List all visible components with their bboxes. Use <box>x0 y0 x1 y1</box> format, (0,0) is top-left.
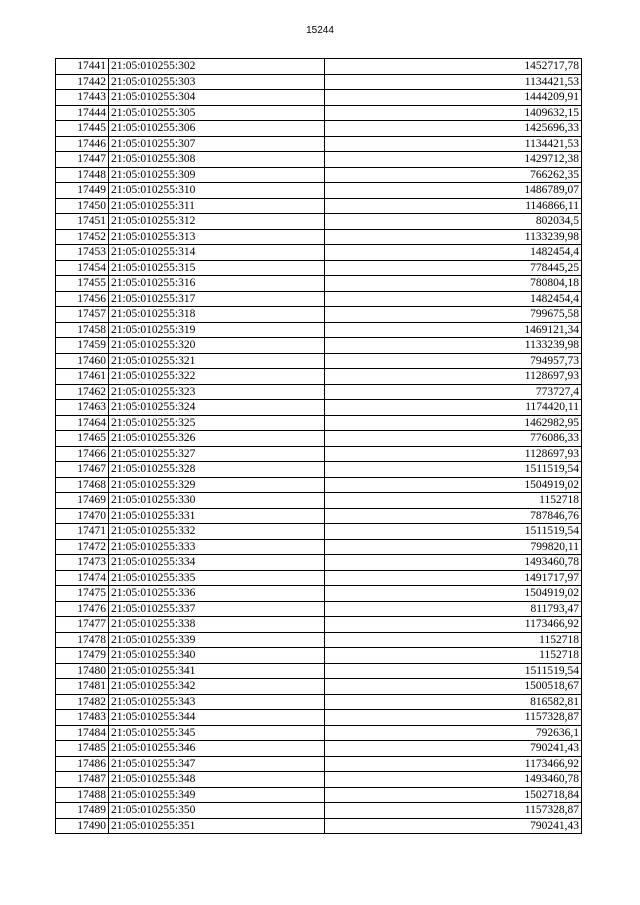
value-cell: 1146866,11 <box>325 198 582 214</box>
table-row <box>56 415 582 431</box>
table-row <box>56 679 582 695</box>
row-number-cell: 17463 <box>56 400 109 416</box>
value-cell: 1493460,78 <box>325 555 582 571</box>
value-cell: 1152718 <box>325 632 582 648</box>
cadastral-number-cell: 21:05:010255:326 <box>109 431 325 447</box>
cadastral-number-cell: 21:05:010255:327 <box>109 446 325 462</box>
value-cell: 778445,25 <box>325 260 582 276</box>
row-number-cell: 17464 <box>56 415 109 431</box>
value-cell: 1482454,4 <box>325 245 582 261</box>
cadastral-number-cell: 21:05:010255:331 <box>109 508 325 524</box>
table-row <box>56 570 582 586</box>
cadastral-number-cell: 21:05:010255:312 <box>109 214 325 230</box>
cadastral-number-cell: 21:05:010255:328 <box>109 462 325 478</box>
row-number-cell: 17456 <box>56 291 109 307</box>
value-cell: 799675,58 <box>325 307 582 323</box>
value-cell: 1134421,53 <box>325 74 582 90</box>
table-row <box>56 59 582 75</box>
value-cell: 1429712,38 <box>325 152 582 168</box>
cadastral-number-cell: 21:05:010255:322 <box>109 369 325 385</box>
row-number-cell: 17487 <box>56 772 109 788</box>
value-cell: 1511519,54 <box>325 663 582 679</box>
value-cell: 1174420,11 <box>325 400 582 416</box>
row-number-cell: 17446 <box>56 136 109 152</box>
table-row <box>56 462 582 478</box>
row-number-cell: 17486 <box>56 756 109 772</box>
value-cell: 1152718 <box>325 648 582 664</box>
value-cell: 1500518,67 <box>325 679 582 695</box>
cadastral-number-cell: 21:05:010255:344 <box>109 710 325 726</box>
table-row <box>56 508 582 524</box>
row-number-cell: 17443 <box>56 90 109 106</box>
table-row <box>56 400 582 416</box>
cadastral-number-cell: 21:05:010255:338 <box>109 617 325 633</box>
cadastral-number-cell: 21:05:010255:314 <box>109 245 325 261</box>
cadastral-number-cell: 21:05:010255:304 <box>109 90 325 106</box>
table-row <box>56 477 582 493</box>
cadastral-number-cell: 21:05:010255:320 <box>109 338 325 354</box>
cadastral-number-cell: 21:05:010255:349 <box>109 787 325 803</box>
cadastral-number-cell: 21:05:010255:303 <box>109 74 325 90</box>
cadastral-number-cell: 21:05:010255:330 <box>109 493 325 509</box>
cadastral-number-cell: 21:05:010255:325 <box>109 415 325 431</box>
value-cell: 1462982,95 <box>325 415 582 431</box>
row-number-cell: 17472 <box>56 539 109 555</box>
table-row <box>56 632 582 648</box>
cadastral-number-cell: 21:05:010255:346 <box>109 741 325 757</box>
row-number-cell: 17462 <box>56 384 109 400</box>
table-row <box>56 384 582 400</box>
row-number-cell: 17451 <box>56 214 109 230</box>
value-cell: 1444209,91 <box>325 90 582 106</box>
table-row <box>56 198 582 214</box>
value-cell: 1511519,54 <box>325 524 582 540</box>
cadastral-number-cell: 21:05:010255:308 <box>109 152 325 168</box>
table-row <box>56 617 582 633</box>
value-cell: 1409632,15 <box>325 105 582 121</box>
table-row <box>56 555 582 571</box>
value-cell: 1173466,92 <box>325 756 582 772</box>
cadastral-number-cell: 21:05:010255:345 <box>109 725 325 741</box>
table-row <box>56 663 582 679</box>
value-cell: 1452717,78 <box>325 59 582 75</box>
value-cell: 766262,35 <box>325 167 582 183</box>
cadastral-number-cell: 21:05:010255:323 <box>109 384 325 400</box>
table-row <box>56 121 582 137</box>
table-row <box>56 291 582 307</box>
value-cell: 1469121,34 <box>325 322 582 338</box>
table-row <box>56 136 582 152</box>
value-cell: 1504919,02 <box>325 586 582 602</box>
value-cell: 773727,4 <box>325 384 582 400</box>
table-row <box>56 353 582 369</box>
row-number-cell: 17453 <box>56 245 109 261</box>
cadastral-number-cell: 21:05:010255:334 <box>109 555 325 571</box>
data-table <box>55 58 582 834</box>
value-cell: 1152718 <box>325 493 582 509</box>
row-number-cell: 17476 <box>56 601 109 617</box>
value-cell: 1128697,93 <box>325 369 582 385</box>
value-cell: 1486789,07 <box>325 183 582 199</box>
table-row <box>56 229 582 245</box>
row-number-cell: 17452 <box>56 229 109 245</box>
cadastral-number-cell: 21:05:010255:310 <box>109 183 325 199</box>
table-row <box>56 586 582 602</box>
row-number-cell: 17473 <box>56 555 109 571</box>
cadastral-number-cell: 21:05:010255:336 <box>109 586 325 602</box>
table-row <box>56 648 582 664</box>
value-cell: 1502718,84 <box>325 787 582 803</box>
row-number-cell: 17478 <box>56 632 109 648</box>
cadastral-number-cell: 21:05:010255:350 <box>109 803 325 819</box>
row-number-cell: 17470 <box>56 508 109 524</box>
row-number-cell: 17448 <box>56 167 109 183</box>
table-row <box>56 183 582 199</box>
row-number-cell: 17474 <box>56 570 109 586</box>
cadastral-number-cell: 21:05:010255:347 <box>109 756 325 772</box>
cadastral-number-cell: 21:05:010255:305 <box>109 105 325 121</box>
table-row <box>56 322 582 338</box>
cadastral-number-cell: 21:05:010255:307 <box>109 136 325 152</box>
table-row <box>56 369 582 385</box>
cadastral-number-cell: 21:05:010255:342 <box>109 679 325 695</box>
cadastral-number-cell: 21:05:010255:337 <box>109 601 325 617</box>
table-row <box>56 152 582 168</box>
table-row <box>56 710 582 726</box>
table-row <box>56 214 582 230</box>
row-number-cell: 17489 <box>56 803 109 819</box>
cadastral-number-cell: 21:05:010255:332 <box>109 524 325 540</box>
value-cell: 1482454,4 <box>325 291 582 307</box>
cadastral-number-cell: 21:05:010255:343 <box>109 694 325 710</box>
cadastral-number-cell: 21:05:010255:318 <box>109 307 325 323</box>
row-number-cell: 17465 <box>56 431 109 447</box>
table-row <box>56 105 582 121</box>
cadastral-number-cell: 21:05:010255:329 <box>109 477 325 493</box>
value-cell: 1157328,87 <box>325 803 582 819</box>
value-cell: 1173466,92 <box>325 617 582 633</box>
row-number-cell: 17481 <box>56 679 109 695</box>
row-number-cell: 17444 <box>56 105 109 121</box>
table-row <box>56 725 582 741</box>
table-row <box>56 772 582 788</box>
value-cell: 1133239,98 <box>325 338 582 354</box>
row-number-cell: 17454 <box>56 260 109 276</box>
row-number-cell: 17467 <box>56 462 109 478</box>
table-row <box>56 756 582 772</box>
value-cell: 790241,43 <box>325 741 582 757</box>
row-number-cell: 17449 <box>56 183 109 199</box>
table-row <box>56 307 582 323</box>
table-row <box>56 803 582 819</box>
row-number-cell: 17450 <box>56 198 109 214</box>
table-row <box>56 741 582 757</box>
row-number-cell: 17490 <box>56 818 109 834</box>
value-cell: 787846,76 <box>325 508 582 524</box>
value-cell: 776086,33 <box>325 431 582 447</box>
row-number-cell: 17447 <box>56 152 109 168</box>
value-cell: 802034,5 <box>325 214 582 230</box>
row-number-cell: 17482 <box>56 694 109 710</box>
row-number-cell: 17471 <box>56 524 109 540</box>
row-number-cell: 17445 <box>56 121 109 137</box>
value-cell: 1425696,33 <box>325 121 582 137</box>
table-row <box>56 74 582 90</box>
cadastral-number-cell: 21:05:010255:335 <box>109 570 325 586</box>
row-number-cell: 17468 <box>56 477 109 493</box>
cadastral-number-cell: 21:05:010255:319 <box>109 322 325 338</box>
cadastral-number-cell: 21:05:010255:348 <box>109 772 325 788</box>
value-cell: 1128697,93 <box>325 446 582 462</box>
table-row <box>56 601 582 617</box>
row-number-cell: 17483 <box>56 710 109 726</box>
value-cell: 1491717,97 <box>325 570 582 586</box>
row-number-cell: 17479 <box>56 648 109 664</box>
cadastral-number-cell: 21:05:010255:316 <box>109 276 325 292</box>
table-row <box>56 818 582 834</box>
cadastral-number-cell: 21:05:010255:351 <box>109 818 325 834</box>
row-number-cell: 17457 <box>56 307 109 323</box>
table-row <box>56 524 582 540</box>
table-row <box>56 167 582 183</box>
table-row <box>56 493 582 509</box>
value-cell: 1133239,98 <box>325 229 582 245</box>
value-cell: 1134421,53 <box>325 136 582 152</box>
table-row <box>56 276 582 292</box>
table-row <box>56 694 582 710</box>
table-row <box>56 446 582 462</box>
table-row <box>56 90 582 106</box>
value-cell: 1511519,54 <box>325 462 582 478</box>
value-cell: 790241,43 <box>325 818 582 834</box>
table-row <box>56 431 582 447</box>
row-number-cell: 17469 <box>56 493 109 509</box>
cadastral-number-cell: 21:05:010255:315 <box>109 260 325 276</box>
row-number-cell: 17484 <box>56 725 109 741</box>
cadastral-number-cell: 21:05:010255:311 <box>109 198 325 214</box>
cadastral-number-cell: 21:05:010255:340 <box>109 648 325 664</box>
cadastral-number-cell: 21:05:010255:324 <box>109 400 325 416</box>
table-row <box>56 539 582 555</box>
page-number: 15244 <box>306 25 334 36</box>
row-number-cell: 17455 <box>56 276 109 292</box>
cadastral-number-cell: 21:05:010255:306 <box>109 121 325 137</box>
row-number-cell: 17459 <box>56 338 109 354</box>
value-cell: 792636,1 <box>325 725 582 741</box>
row-number-cell: 17485 <box>56 741 109 757</box>
value-cell: 780804,18 <box>325 276 582 292</box>
cadastral-number-cell: 21:05:010255:341 <box>109 663 325 679</box>
value-cell: 811793,47 <box>325 601 582 617</box>
cadastral-number-cell: 21:05:010255:321 <box>109 353 325 369</box>
cadastral-number-cell: 21:05:010255:317 <box>109 291 325 307</box>
value-cell: 1157328,87 <box>325 710 582 726</box>
table-row <box>56 260 582 276</box>
cadastral-number-cell: 21:05:010255:333 <box>109 539 325 555</box>
table-row <box>56 787 582 803</box>
row-number-cell: 17441 <box>56 59 109 75</box>
row-number-cell: 17488 <box>56 787 109 803</box>
table-row <box>56 338 582 354</box>
table-body <box>56 59 582 834</box>
row-number-cell: 17466 <box>56 446 109 462</box>
row-number-cell: 17458 <box>56 322 109 338</box>
value-cell: 799820,11 <box>325 539 582 555</box>
row-number-cell: 17460 <box>56 353 109 369</box>
cadastral-number-cell: 21:05:010255:302 <box>109 59 325 75</box>
row-number-cell: 17480 <box>56 663 109 679</box>
value-cell: 1493460,78 <box>325 772 582 788</box>
table-row <box>56 245 582 261</box>
cadastral-number-cell: 21:05:010255:309 <box>109 167 325 183</box>
row-number-cell: 17461 <box>56 369 109 385</box>
cadastral-number-cell: 21:05:010255:313 <box>109 229 325 245</box>
row-number-cell: 17477 <box>56 617 109 633</box>
value-cell: 816582,81 <box>325 694 582 710</box>
row-number-cell: 17475 <box>56 586 109 602</box>
cadastral-number-cell: 21:05:010255:339 <box>109 632 325 648</box>
value-cell: 1504919,02 <box>325 477 582 493</box>
row-number-cell: 17442 <box>56 74 109 90</box>
value-cell: 794957,73 <box>325 353 582 369</box>
